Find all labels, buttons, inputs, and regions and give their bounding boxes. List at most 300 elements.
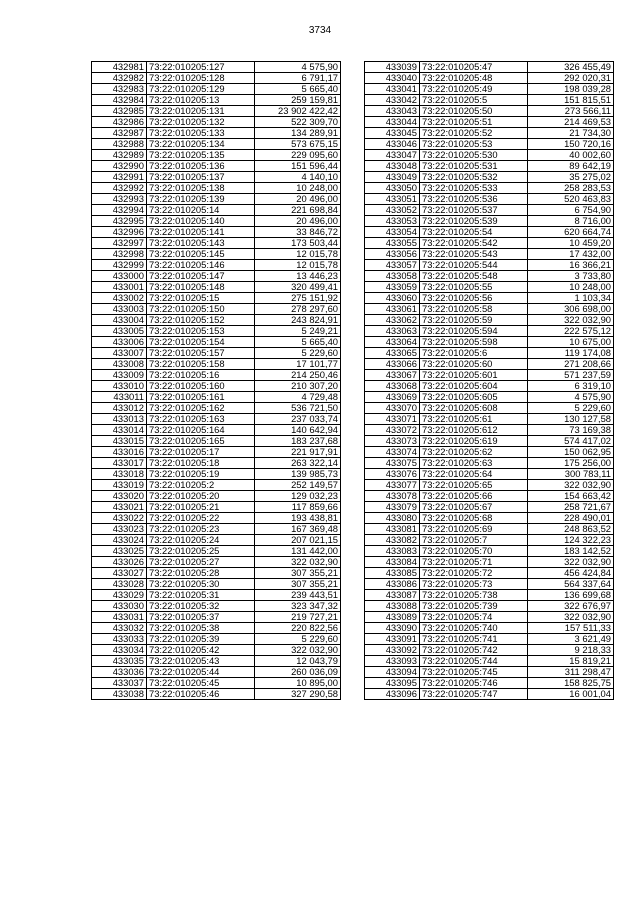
record-id-cell: 433029	[92, 590, 147, 601]
cadastral-number-cell: 73:22:010205:20	[147, 491, 255, 502]
record-id-cell: 433071	[365, 414, 420, 425]
cadastral-number-cell: 73:22:010205:158	[147, 359, 255, 370]
cadastral-value-cell: 157 511,33	[528, 623, 614, 634]
cadastral-number-cell: 73:22:010205:25	[147, 546, 255, 557]
record-id-cell: 432989	[92, 150, 147, 161]
cadastral-number-cell: 73:22:010205:744	[420, 656, 528, 667]
cadastral-number-cell: 73:22:010205:147	[147, 271, 255, 282]
cadastral-number-cell: 73:22:010205:28	[147, 568, 255, 579]
cadastral-value-cell: 6 319,10	[528, 381, 614, 392]
table-row	[365, 337, 614, 348]
cadastral-value-cell: 520 463,83	[528, 194, 614, 205]
cadastral-value-cell: 456 424,84	[528, 568, 614, 579]
cadastral-number-cell: 73:22:010205:2	[147, 480, 255, 491]
cadastral-number-cell: 73:22:010205:23	[147, 524, 255, 535]
cadastral-value-cell: 12 015,78	[255, 260, 341, 271]
table-row	[92, 678, 341, 689]
cadastral-number-cell: 73:22:010205:133	[147, 128, 255, 139]
cadastral-value-cell: 23 902 422,42	[255, 106, 341, 117]
cadastral-value-cell: 3 733,80	[528, 271, 614, 282]
table-row	[365, 502, 614, 513]
record-id-cell: 432998	[92, 249, 147, 260]
cadastral-value-cell: 326 455,49	[528, 62, 614, 73]
cadastral-value-cell: 221 698,84	[255, 205, 341, 216]
cadastral-number-cell: 73:22:010205:50	[420, 106, 528, 117]
record-id-cell: 433016	[92, 447, 147, 458]
cadastral-value-cell: 40 002,60	[528, 150, 614, 161]
cadastral-number-cell: 73:22:010205:43	[147, 656, 255, 667]
table-row	[365, 436, 614, 447]
record-id-cell: 433005	[92, 326, 147, 337]
table-row	[92, 634, 341, 645]
cadastral-value-cell: 307 355,21	[255, 579, 341, 590]
table-row	[92, 271, 341, 282]
table-row	[92, 689, 341, 700]
cadastral-value-cell: 20 496,00	[255, 216, 341, 227]
record-id-cell: 433059	[365, 282, 420, 293]
cadastral-number-cell: 73:22:010205:747	[420, 689, 528, 700]
cadastral-value-cell: 275 151,92	[255, 293, 341, 304]
cadastral-value-cell: 243 824,91	[255, 315, 341, 326]
record-id-cell: 433052	[365, 205, 420, 216]
cadastral-number-cell: 73:22:010205:17	[147, 447, 255, 458]
record-id-cell: 433051	[365, 194, 420, 205]
cadastral-number-cell: 73:22:010205:738	[420, 590, 528, 601]
cadastral-number-cell: 73:22:010205:73	[420, 579, 528, 590]
cadastral-number-cell: 73:22:010205:157	[147, 348, 255, 359]
cadastral-value-cell: 522 309,70	[255, 117, 341, 128]
cadastral-value-cell: 183 142,52	[528, 546, 614, 557]
cadastral-number-cell: 73:22:010205:68	[420, 513, 528, 524]
cadastral-number-cell: 73:22:010205:21	[147, 502, 255, 513]
table-row	[365, 392, 614, 403]
table-row	[92, 513, 341, 524]
cadastral-number-cell: 73:22:010205:64	[420, 469, 528, 480]
cadastral-number-cell: 73:22:010205:153	[147, 326, 255, 337]
record-id-cell: 432987	[92, 128, 147, 139]
cadastral-number-cell: 73:22:010205:27	[147, 557, 255, 568]
cadastral-value-cell: 6 754,90	[528, 205, 614, 216]
cadastral-number-cell: 73:22:010205:536	[420, 194, 528, 205]
cadastral-value-cell: 229 095,60	[255, 150, 341, 161]
record-id-cell: 432993	[92, 194, 147, 205]
record-id-cell: 432991	[92, 172, 147, 183]
table-row	[92, 315, 341, 326]
record-id-cell: 432990	[92, 161, 147, 172]
cadastral-value-cell: 210 307,20	[255, 381, 341, 392]
cadastral-value-cell: 219 727,21	[255, 612, 341, 623]
cadastral-value-cell: 258 721,67	[528, 502, 614, 513]
record-id-cell: 433039	[365, 62, 420, 73]
record-id-cell: 433027	[92, 568, 147, 579]
cadastral-number-cell: 73:22:010205:739	[420, 601, 528, 612]
cadastral-number-cell: 73:22:010205:19	[147, 469, 255, 480]
table-row	[365, 370, 614, 381]
cadastral-value-cell: 17 432,00	[528, 249, 614, 260]
cadastral-value-cell: 198 039,28	[528, 84, 614, 95]
cadastral-value-cell: 134 289,91	[255, 128, 341, 139]
cadastral-number-cell: 73:22:010205:44	[147, 667, 255, 678]
table-row	[365, 106, 614, 117]
record-id-cell: 433023	[92, 524, 147, 535]
table-row	[365, 480, 614, 491]
cadastral-value-cell: 173 503,44	[255, 238, 341, 249]
cadastral-number-cell: 73:22:010205:69	[420, 524, 528, 535]
cadastral-number-cell: 73:22:010205:165	[147, 436, 255, 447]
table-row	[365, 293, 614, 304]
table-row	[365, 403, 614, 414]
table-row	[365, 546, 614, 557]
cadastral-value-cell: 131 442,00	[255, 546, 341, 557]
record-id-cell: 433001	[92, 282, 147, 293]
cadastral-number-cell: 73:22:010205:63	[420, 458, 528, 469]
cadastral-number-cell: 73:22:010205:139	[147, 194, 255, 205]
record-id-cell: 433086	[365, 579, 420, 590]
record-id-cell: 432997	[92, 238, 147, 249]
cadastral-number-cell: 73:22:010205:67	[420, 502, 528, 513]
cadastral-value-cell: 278 297,60	[255, 304, 341, 315]
table-row	[92, 304, 341, 315]
cadastral-value-cell: 5 665,40	[255, 337, 341, 348]
record-id-cell: 433018	[92, 469, 147, 480]
table-row	[365, 491, 614, 502]
cadastral-value-cell: 33 846,72	[255, 227, 341, 238]
cadastral-value-cell: 4 140,10	[255, 172, 341, 183]
record-id-cell: 433062	[365, 315, 420, 326]
record-id-cell: 433067	[365, 370, 420, 381]
table-row	[92, 601, 341, 612]
record-id-cell: 433028	[92, 579, 147, 590]
record-id-cell: 433088	[365, 601, 420, 612]
cadastral-number-cell: 73:22:010205:55	[420, 282, 528, 293]
cadastral-value-cell: 129 032,23	[255, 491, 341, 502]
cadastral-number-cell: 73:22:010205:18	[147, 458, 255, 469]
table-row	[365, 524, 614, 535]
cadastral-value-cell: 327 290,58	[255, 689, 341, 700]
cadastral-value-cell: 4 575,90	[255, 62, 341, 73]
record-id-cell: 433017	[92, 458, 147, 469]
cadastral-number-cell: 73:22:010205:15	[147, 293, 255, 304]
cadastral-value-cell: 258 283,53	[528, 183, 614, 194]
cadastral-number-cell: 73:22:010205:544	[420, 260, 528, 271]
table-row	[365, 689, 614, 700]
table-row	[92, 117, 341, 128]
table-row	[92, 139, 341, 150]
table-row	[365, 579, 614, 590]
table-row	[365, 667, 614, 678]
table-row	[365, 271, 614, 282]
cadastral-number-cell: 73:22:010205:66	[420, 491, 528, 502]
table-row	[92, 95, 341, 106]
table-row	[365, 348, 614, 359]
table-row	[365, 645, 614, 656]
cadastral-number-cell: 73:22:010205:74	[420, 612, 528, 623]
cadastral-number-cell: 73:22:010205:746	[420, 678, 528, 689]
record-id-cell: 433072	[365, 425, 420, 436]
cadastral-value-cell: 214 250,46	[255, 370, 341, 381]
cadastral-value-cell: 307 355,21	[255, 568, 341, 579]
cadastral-number-cell: 73:22:010205:612	[420, 425, 528, 436]
table-row	[92, 260, 341, 271]
registry-table-right	[364, 61, 614, 700]
table-row	[365, 425, 614, 436]
cadastral-value-cell: 8 716,00	[528, 216, 614, 227]
cadastral-value-cell: 10 675,00	[528, 337, 614, 348]
cadastral-value-cell: 4 575,90	[528, 392, 614, 403]
cadastral-value-cell: 6 791,17	[255, 73, 341, 84]
cadastral-value-cell: 323 347,32	[255, 601, 341, 612]
record-id-cell: 433045	[365, 128, 420, 139]
record-id-cell: 433014	[92, 425, 147, 436]
record-id-cell: 432999	[92, 260, 147, 271]
record-id-cell: 433058	[365, 271, 420, 282]
table-row	[92, 403, 341, 414]
cadastral-number-cell: 73:22:010205:530	[420, 150, 528, 161]
record-id-cell: 433053	[365, 216, 420, 227]
cadastral-number-cell: 73:22:010205:143	[147, 238, 255, 249]
cadastral-value-cell: 573 675,15	[255, 139, 341, 150]
table-row	[92, 106, 341, 117]
cadastral-number-cell: 73:22:010205:740	[420, 623, 528, 634]
cadastral-number-cell: 73:22:010205:608	[420, 403, 528, 414]
cadastral-value-cell: 17 101,77	[255, 359, 341, 370]
table-row	[365, 172, 614, 183]
record-id-cell: 433038	[92, 689, 147, 700]
cadastral-value-cell: 292 020,31	[528, 73, 614, 84]
table-row	[92, 194, 341, 205]
table-row	[92, 436, 341, 447]
table-row	[365, 117, 614, 128]
record-id-cell: 432983	[92, 84, 147, 95]
cadastral-number-cell: 73:22:010205:533	[420, 183, 528, 194]
table-row	[365, 601, 614, 612]
cadastral-number-cell: 73:22:010205:42	[147, 645, 255, 656]
cadastral-value-cell: 207 021,15	[255, 535, 341, 546]
cadastral-number-cell: 73:22:010205:52	[420, 128, 528, 139]
table-row	[365, 623, 614, 634]
cadastral-number-cell: 73:22:010205:164	[147, 425, 255, 436]
cadastral-value-cell: 322 032,90	[255, 645, 341, 656]
cadastral-number-cell: 73:22:010205:138	[147, 183, 255, 194]
cadastral-number-cell: 73:22:010205:59	[420, 315, 528, 326]
cadastral-number-cell: 73:22:010205:162	[147, 403, 255, 414]
cadastral-number-cell: 73:22:010205:542	[420, 238, 528, 249]
cadastral-value-cell: 574 417,02	[528, 436, 614, 447]
record-id-cell: 433007	[92, 348, 147, 359]
cadastral-value-cell: 271 208,66	[528, 359, 614, 370]
table-row	[365, 194, 614, 205]
cadastral-number-cell: 73:22:010205:32	[147, 601, 255, 612]
cadastral-number-cell: 73:22:010205:30	[147, 579, 255, 590]
cadastral-value-cell: 5 249,21	[255, 326, 341, 337]
cadastral-number-cell: 73:22:010205:37	[147, 612, 255, 623]
table-row	[92, 326, 341, 337]
table-row	[92, 546, 341, 557]
table-row	[365, 128, 614, 139]
record-id-cell: 433031	[92, 612, 147, 623]
cadastral-value-cell: 21 734,30	[528, 128, 614, 139]
cadastral-value-cell: 150 062,95	[528, 447, 614, 458]
record-id-cell: 433048	[365, 161, 420, 172]
table-row	[365, 678, 614, 689]
cadastral-value-cell: 3 621,49	[528, 634, 614, 645]
record-id-cell: 433020	[92, 491, 147, 502]
record-id-cell: 433008	[92, 359, 147, 370]
record-id-cell: 432992	[92, 183, 147, 194]
cadastral-value-cell: 220 822,56	[255, 623, 341, 634]
cadastral-value-cell: 564 337,64	[528, 579, 614, 590]
cadastral-number-cell: 73:22:010205:135	[147, 150, 255, 161]
table-row	[92, 590, 341, 601]
record-id-cell: 432981	[92, 62, 147, 73]
table-row	[92, 293, 341, 304]
cadastral-value-cell: 320 499,41	[255, 282, 341, 293]
cadastral-value-cell: 571 237,59	[528, 370, 614, 381]
cadastral-value-cell: 306 698,00	[528, 304, 614, 315]
record-id-cell: 433003	[92, 304, 147, 315]
cadastral-number-cell: 73:22:010205:532	[420, 172, 528, 183]
record-id-cell: 433011	[92, 392, 147, 403]
table-row	[365, 205, 614, 216]
cadastral-number-cell: 73:22:010205:741	[420, 634, 528, 645]
table-row	[365, 513, 614, 524]
record-id-cell: 433055	[365, 238, 420, 249]
record-id-cell: 433074	[365, 447, 420, 458]
cadastral-value-cell: 16 001,04	[528, 689, 614, 700]
cadastral-value-cell: 151 596,44	[255, 161, 341, 172]
cadastral-number-cell: 73:22:010205:539	[420, 216, 528, 227]
cadastral-value-cell: 13 446,23	[255, 271, 341, 282]
cadastral-value-cell: 15 819,21	[528, 656, 614, 667]
table-row	[92, 535, 341, 546]
table-row	[365, 458, 614, 469]
cadastral-value-cell: 620 664,74	[528, 227, 614, 238]
cadastral-value-cell: 158 825,75	[528, 678, 614, 689]
cadastral-number-cell: 73:22:010205:152	[147, 315, 255, 326]
table-row	[92, 73, 341, 84]
table-row	[365, 150, 614, 161]
cadastral-value-cell: 237 033,74	[255, 414, 341, 425]
record-id-cell: 433096	[365, 689, 420, 700]
cadastral-value-cell: 12 043,79	[255, 656, 341, 667]
table-row	[92, 392, 341, 403]
record-id-cell: 433010	[92, 381, 147, 392]
cadastral-number-cell: 73:22:010205:148	[147, 282, 255, 293]
record-id-cell: 433009	[92, 370, 147, 381]
cadastral-value-cell: 139 985,73	[255, 469, 341, 480]
record-id-cell: 433078	[365, 491, 420, 502]
record-id-cell: 433068	[365, 381, 420, 392]
cadastral-value-cell: 117 859,66	[255, 502, 341, 513]
table-row	[92, 238, 341, 249]
record-id-cell: 433019	[92, 480, 147, 491]
cadastral-number-cell: 73:22:010205:137	[147, 172, 255, 183]
cadastral-value-cell: 252 149,57	[255, 480, 341, 491]
cadastral-value-cell: 167 369,48	[255, 524, 341, 535]
table-row	[92, 348, 341, 359]
cadastral-number-cell: 73:22:010205:13	[147, 95, 255, 106]
cadastral-value-cell: 16 366,21	[528, 260, 614, 271]
table-row	[365, 73, 614, 84]
cadastral-value-cell: 214 469,53	[528, 117, 614, 128]
cadastral-value-cell: 10 248,00	[528, 282, 614, 293]
cadastral-number-cell: 73:22:010205:48	[420, 73, 528, 84]
record-id-cell: 433024	[92, 535, 147, 546]
table-row	[365, 634, 614, 645]
record-id-cell: 433091	[365, 634, 420, 645]
table-row	[365, 590, 614, 601]
cadastral-value-cell: 5 229,60	[255, 634, 341, 645]
cadastral-number-cell: 73:22:010205:24	[147, 535, 255, 546]
record-id-cell: 433075	[365, 458, 420, 469]
table-row	[365, 381, 614, 392]
cadastral-value-cell: 20 496,00	[255, 194, 341, 205]
table-row	[92, 557, 341, 568]
record-id-cell: 433065	[365, 348, 420, 359]
cadastral-number-cell: 73:22:010205:131	[147, 106, 255, 117]
table-row	[92, 612, 341, 623]
record-id-cell: 433083	[365, 546, 420, 557]
cadastral-value-cell: 228 490,01	[528, 513, 614, 524]
cadastral-number-cell: 73:22:010205:594	[420, 326, 528, 337]
cadastral-number-cell: 73:22:010205:601	[420, 370, 528, 381]
record-id-cell: 433041	[365, 84, 420, 95]
cadastral-value-cell: 9 218,33	[528, 645, 614, 656]
table-row	[365, 359, 614, 370]
cadastral-number-cell: 73:22:010205:6	[420, 348, 528, 359]
table-row	[365, 447, 614, 458]
record-id-cell: 433040	[365, 73, 420, 84]
table-row	[92, 414, 341, 425]
record-id-cell: 433035	[92, 656, 147, 667]
cadastral-number-cell: 73:22:010205:742	[420, 645, 528, 656]
record-id-cell: 433006	[92, 337, 147, 348]
record-id-cell: 433012	[92, 403, 147, 414]
table-row	[365, 238, 614, 249]
cadastral-number-cell: 73:22:010205:39	[147, 634, 255, 645]
registry-table-left	[91, 61, 341, 700]
cadastral-value-cell: 89 642,19	[528, 161, 614, 172]
cadastral-number-cell: 73:22:010205:745	[420, 667, 528, 678]
table-row	[365, 139, 614, 150]
table-row	[92, 84, 341, 95]
table-row	[92, 645, 341, 656]
cadastral-value-cell: 5 229,60	[255, 348, 341, 359]
cadastral-number-cell: 73:22:010205:129	[147, 84, 255, 95]
record-id-cell: 433073	[365, 436, 420, 447]
cadastral-number-cell: 73:22:010205:145	[147, 249, 255, 260]
cadastral-number-cell: 73:22:010205:127	[147, 62, 255, 73]
cadastral-number-cell: 73:22:010205:14	[147, 205, 255, 216]
cadastral-number-cell: 73:22:010205:548	[420, 271, 528, 282]
cadastral-number-cell: 73:22:010205:543	[420, 249, 528, 260]
table-row	[92, 447, 341, 458]
table-row	[365, 227, 614, 238]
record-id-cell: 433061	[365, 304, 420, 315]
cadastral-number-cell: 73:22:010205:60	[420, 359, 528, 370]
cadastral-value-cell: 183 237,68	[255, 436, 341, 447]
table-row	[92, 502, 341, 513]
cadastral-number-cell: 73:22:010205:53	[420, 139, 528, 150]
cadastral-value-cell: 1 103,34	[528, 293, 614, 304]
record-id-cell: 433042	[365, 95, 420, 106]
table-row	[365, 304, 614, 315]
table-row	[365, 62, 614, 73]
page-number: 3734	[308, 25, 332, 36]
record-id-cell: 433047	[365, 150, 420, 161]
cadastral-value-cell: 150 720,16	[528, 139, 614, 150]
cadastral-number-cell: 73:22:010205:141	[147, 227, 255, 238]
